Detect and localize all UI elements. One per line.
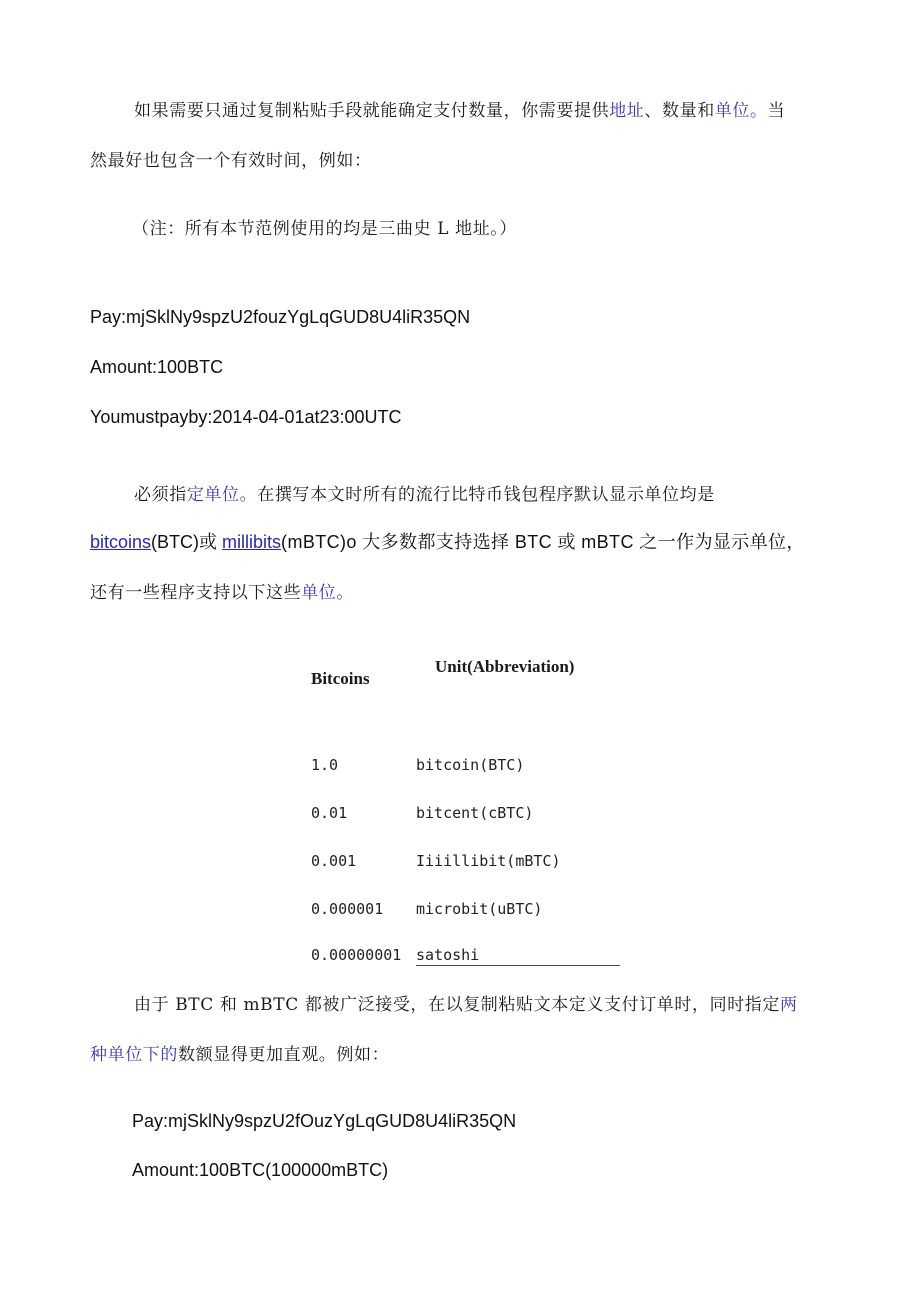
intro-line-1: 如果需要只通过复制粘贴手段就能确定支付数量，你需要提供地址、数量和单位。当 — [134, 101, 786, 121]
example1-amount: Amount:100BTC — [90, 357, 224, 377]
units-line-1: 必须指定单位。在撰写本文时所有的流行比特币钱包程序默认显示单位均是 — [134, 485, 715, 505]
example1-due: Youmustpayby:2014-04-01at23:00UTC — [90, 407, 402, 427]
both-units-line-2: 种单位下的数额显得更加直观。例如： — [90, 1045, 390, 1065]
millibits-link[interactable]: millibits — [222, 532, 282, 552]
table-cell-unit: bitcoin(BTC) — [416, 756, 525, 774]
note: （注：所有本节范例使用的均是三曲史 L 地址。） — [132, 219, 517, 239]
table-cell-unit: satoshi — [416, 946, 480, 964]
intro-line-2: 然最好也包含一个有效时间，例如： — [90, 151, 372, 171]
example2-pay: Pay:mjSklNy9spzU2fOuzYgLqGUD8U4liR35QN — [132, 1111, 517, 1131]
example2-amount: Amount:100BTC(100000mBTC) — [132, 1160, 389, 1180]
bitcoins-link[interactable]: bitcoins — [90, 532, 152, 552]
table-header-bitcoins: Bitcoins — [311, 669, 370, 688]
term-specify-unit: 定单位。 — [186, 485, 258, 505]
term-units: 单位。 — [301, 583, 355, 603]
example1-pay: Pay:mjSklNy9spzU2fouzYgLqGUD8U4liR35QN — [90, 307, 471, 327]
table-cell-unit: bitcent(cBTC) — [416, 804, 534, 822]
units-line-3: 还有一些程序支持以下这些单位。 — [90, 583, 355, 603]
table-cell-value: 0.01 — [311, 804, 348, 822]
table-cell-value: 1.0 — [311, 756, 339, 774]
table-cell-value: 0.000001 — [311, 900, 384, 918]
table-cell-unit: microbit(uBTC) — [416, 900, 543, 918]
both-units-line-1: 由于 BTC 和 mBTC 都被广泛接受，在以复制粘贴文本定义支付订单时，同时指定两 — [134, 995, 798, 1015]
table-bottom-rule — [416, 965, 620, 966]
table-cell-value: 0.00000001 — [311, 946, 402, 964]
units-line-2: bitcoins(BTC)或 millibits(mBTC)o 大多数都支持选择 BTC 或 mBTC 之一作为显示单位， — [90, 532, 805, 552]
table-header-unit: Unit(Abbreviation) — [435, 657, 575, 676]
term-unit: 单位。 — [714, 101, 768, 121]
term-address: 地址 — [609, 101, 645, 121]
table-cell-unit: Iiiillibit(mBTC) — [416, 852, 561, 870]
table-cell-value: 0.001 — [311, 852, 357, 870]
